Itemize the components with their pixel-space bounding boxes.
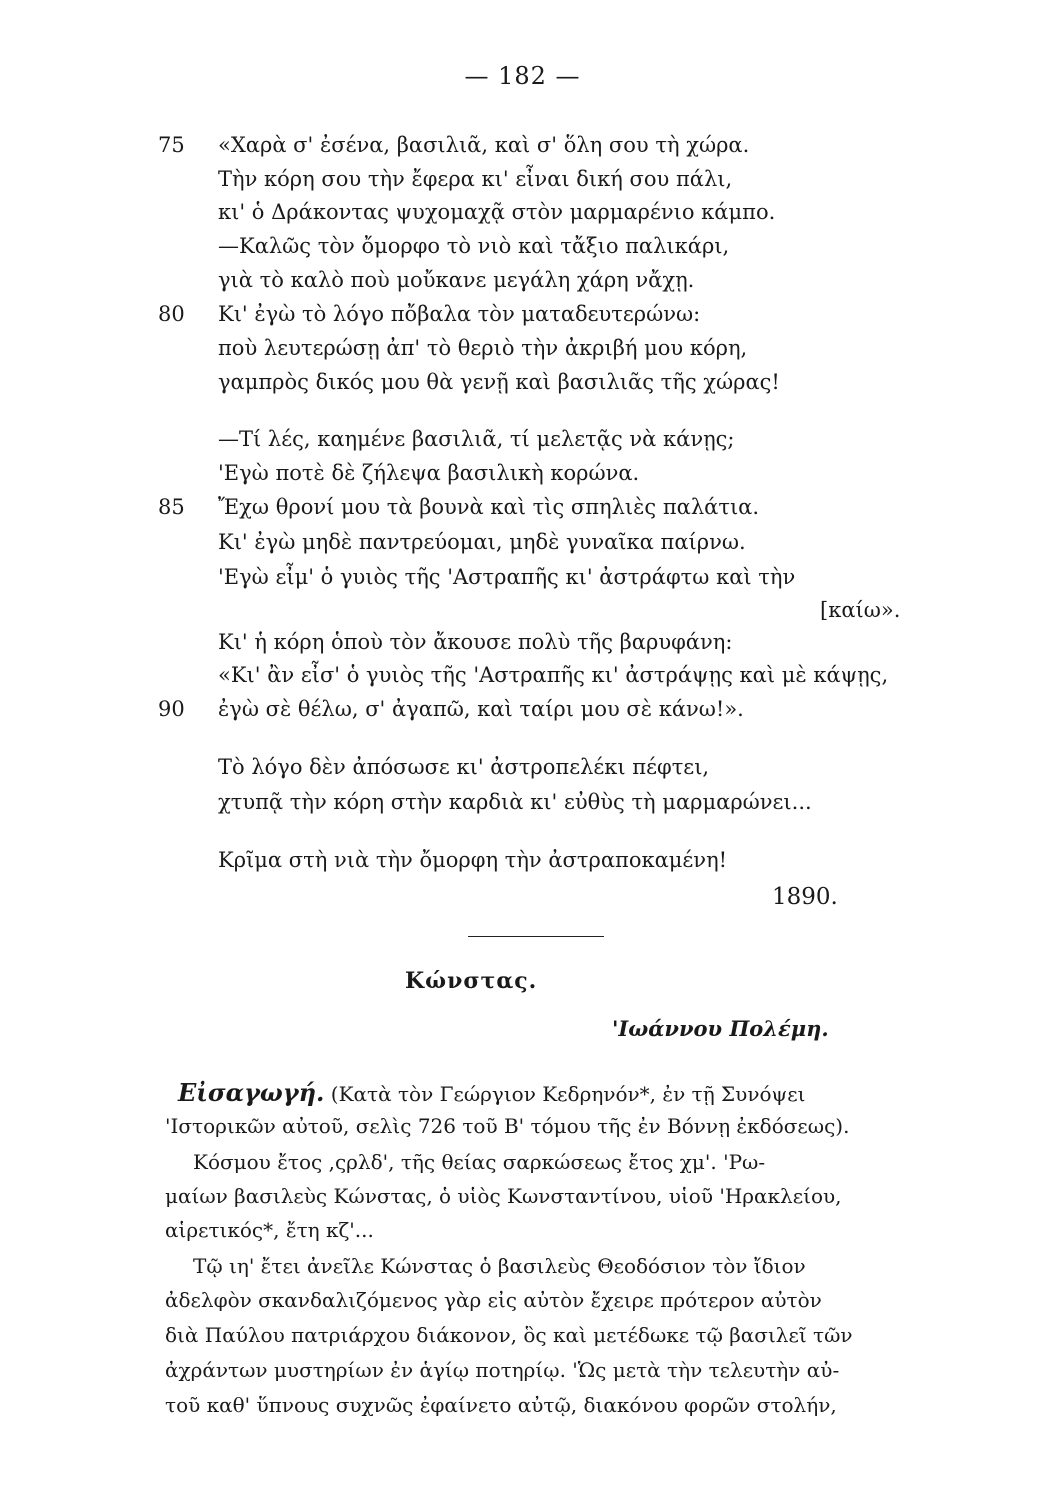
poem-line: Τὸ λόγο δὲν ἀπόσωσε κι' ἀστροπελέκι πέφτει, bbox=[218, 755, 710, 779]
poem-line: γιὰ τὸ καλὸ ποὺ μοὔκανε μεγάλη χάρη νἄχῃ. bbox=[218, 268, 695, 292]
poem-line: 'Εγὼ ποτὲ δὲ ζήλεψα βασιλικὴ κορώνα. bbox=[218, 461, 640, 485]
poem-line: Κι' ἐγὼ τὸ λόγο πὄβαλα τὸν ματαδευτερώνω: bbox=[218, 302, 701, 326]
prose-line: ἀχράντων μυστηρίων ἐν ἁγίῳ ποτηρίῳ. 'Ὡς μετὰ τὴν τελευτὴν αὐ- bbox=[165, 1358, 840, 1382]
prose-line: ἀδελφὸν σκανδαλιζόμενος γὰρ εἰς αὐτὸν ἔχειρε πρότερον αὐτὸν bbox=[165, 1288, 822, 1312]
prose-line: τοῦ καθ' ὕπνους συχνῶς ἐφαίνετο αὐτῷ, διακόνου φορῶν στολήν, bbox=[165, 1393, 837, 1417]
poem-line: «Χαρὰ σ' ἐσένα, βασιλιᾶ, καὶ σ' ὅλη σου τὴ χώρα. bbox=[218, 133, 750, 157]
poem-line: χτυπᾷ τὴν κόρη στὴν καρδιὰ κι' εὐθὺς τὴ μαρμαρώνει... bbox=[218, 790, 812, 814]
poem-line: Κι' ἐγὼ μηδὲ παντρεύομαι, μηδὲ γυναῖκα παίρνω. bbox=[218, 530, 746, 554]
prose-line: μαίων βασιλεὺς Κώνστας, ὁ υἱὸς Κωνσταντίνου, υἱοῦ 'Ηρακλείου, bbox=[165, 1184, 842, 1208]
intro-heading: Εἰσαγωγή. bbox=[178, 1078, 325, 1107]
line-number: 80 bbox=[158, 302, 185, 326]
poem-line: «Κι' ἂν εἶσ' ὁ γυιὸς τῆς 'Αστραπῆς κι' ἀστράψῃς καὶ μὲ κάψῃς, bbox=[218, 663, 889, 687]
poem-line: Ἔχω θρονί μου τὰ βουνὰ καὶ τὶς σπηλιὲς παλάτια. bbox=[218, 495, 760, 519]
prose-line: 'Ιστορικῶν αὐτοῦ, σελὶς 726 τοῦ Β' τόμου τῆς ἐν Βόννῃ ἐκδόσεως). bbox=[165, 1114, 850, 1138]
line-number: 85 bbox=[158, 495, 185, 519]
prose-line: Κόσμου ἔτος ,ςρλδ', τῆς θείας σαρκώσεως ἔτος χμ'. 'Ρω- bbox=[193, 1150, 766, 1174]
poem-line: ποὺ λευτερώσῃ ἀπ' τὸ θεριὸ τὴν ἀκριβή μου κόρη, bbox=[218, 336, 748, 360]
prose-line: διὰ Παύλου πατριάρχου διάκονον, ὃς καὶ μετέδωκε τῷ βασιλεῖ τῶν bbox=[165, 1323, 853, 1347]
poem-line: Κι' ἡ κόρη ὁποὺ τὸν ἄκουσε πολὺ τῆς βαρυφάνη: bbox=[218, 630, 733, 654]
poem-date: 1890. bbox=[772, 884, 838, 910]
poem-line: κι' ὁ Δράκοντας ψυχομαχᾷ στὸν μαρμαρένιο κάμπο. bbox=[218, 200, 776, 224]
prose-line: αἱρετικός*, ἔτη κζ'... bbox=[165, 1218, 374, 1242]
poem-line: Τὴν κόρη σου τὴν ἔφερα κι' εἶναι δική σου πάλι, bbox=[218, 167, 733, 191]
poem-line: γαμπρὸς δικός μου θὰ γενῇ καὶ βασιλιᾶς τῆς χώρας! bbox=[218, 370, 780, 394]
poem-line: —Καλῶς τὸν ὄμορφο τὸ νιὸ καὶ τἄξιο παλικάρι, bbox=[218, 234, 730, 258]
section-author: 'Ιωάννου Πολέμη. bbox=[612, 1016, 829, 1041]
section-divider bbox=[468, 936, 604, 937]
poem-line: —Τί λές, καημένε βασιλιᾶ, τί μελετᾷς νὰ κάνῃς; bbox=[218, 427, 735, 451]
line-number: 90 bbox=[158, 697, 185, 721]
prose-line: Τῷ ιη' ἔτει ἀνεῖλε Κώνστας ὁ βασιλεὺς Θεοδόσιον τὸν ἴδιον bbox=[193, 1254, 806, 1278]
poem-line: 'Εγὼ εἶμ' ὁ γυιὸς τῆς 'Αστραπῆς κι' ἀστράφτω καὶ τὴν bbox=[218, 565, 796, 589]
poem-line: Κρῖμα στὴ νιὰ τὴν ὄμορφη τὴν ἀστραποκαμένη! bbox=[218, 848, 728, 872]
section-title: Κώνστας. bbox=[405, 968, 538, 994]
poem-line: ἐγὼ σὲ θέλω, σ' ἀγαπῶ, καὶ ταίρι μου σὲ κάνω!». bbox=[218, 697, 744, 721]
intro-paragraph-line bbox=[178, 1078, 805, 1107]
page-number: — 182 — bbox=[464, 62, 581, 90]
prose-text: (Κατὰ τὸν Γεώργιον Κεδρηνόν*, ἐν τῇ Συνόψει bbox=[330, 1082, 806, 1106]
wrapped-line-end: [καίω». bbox=[820, 598, 901, 622]
line-number: 75 bbox=[158, 133, 185, 157]
